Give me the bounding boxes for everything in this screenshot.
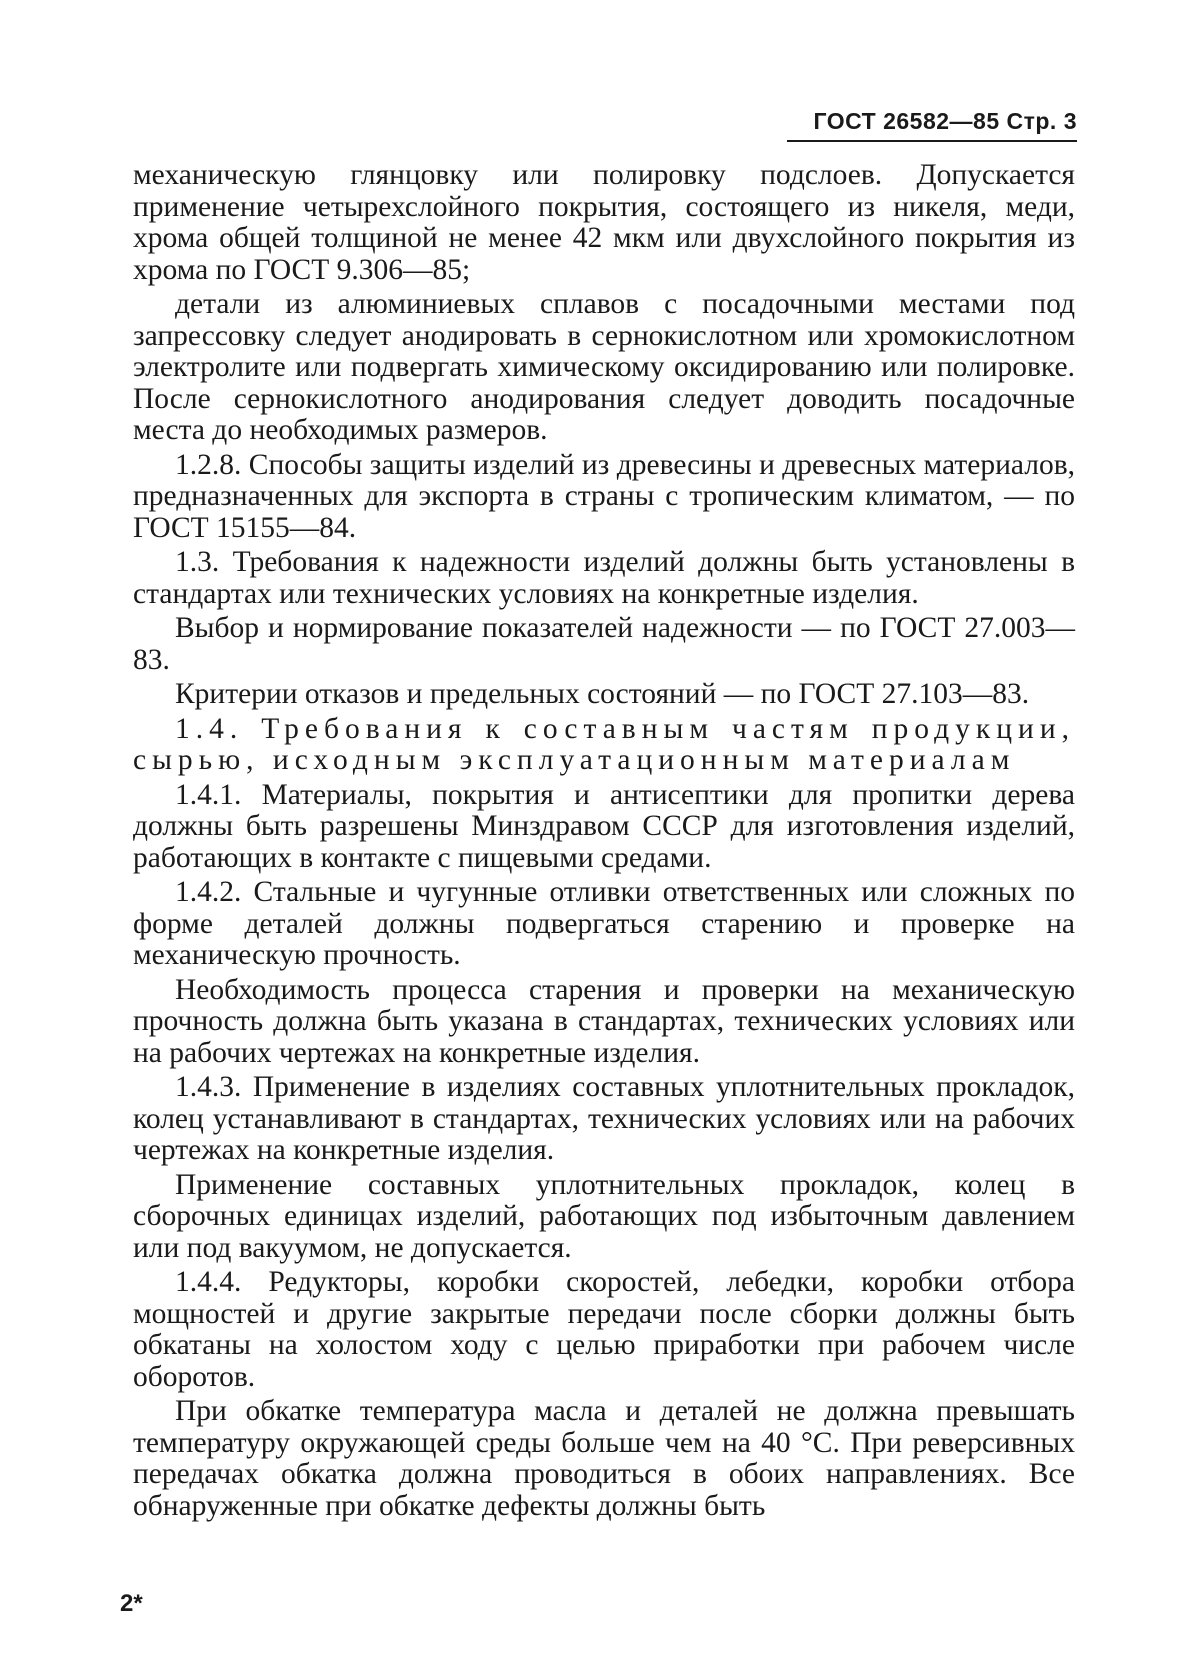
paragraph: Критерии отказов и предельных состояний — по ГОСТ 27.103—83.	[175, 678, 1030, 710]
paragraph: детали из алюминиевых сплавов с посадочными местами под запрессовку следует анодировать в сернокислотном или хромокислотном электролите или подвергать химическому оксидированию или полировке. После сернокислотного анодирования следует доводить посадочные места до необходимых размеров.	[133, 288, 1075, 446]
paragraph: 1.3. Требования к надежности изделий должны быть установлены в стандартах или технических условиях на конкретные изделия.	[133, 546, 1075, 610]
running-head: ГОСТ 26582—85 Стр. 3	[813, 108, 1077, 134]
body-text	[133, 160, 1075, 1522]
paragraph: 1.4.3. Применение в изделиях составных уплотнительных прокладок, колец устанавливают в стандартах, технических условиях или на рабочих чертежах на конкретные изделия.	[133, 1071, 1075, 1166]
paragraph: Необходимость процесса старения и проверки на механическую прочность должна быть указана в стандартах, технических условиях или на рабочих чертежах на конкретные изделия.	[133, 973, 1075, 1069]
signature-mark: 2*	[120, 1590, 143, 1617]
paragraph: механическую глянцовку или полировку подслоев. Допускается применение четырехслойного покрытия, состоящего из никеля, меди, хрома общей толщиной не менее 42 мкм или двухслойного покрытия из хрома по ГОСТ 9.306—85;	[133, 159, 1075, 286]
header-rule	[787, 140, 1077, 142]
paragraph: 1.4.1. Материалы, покрытия и антисептики для пропитки дерева должны быть разрешены Минздравом СССР для изготовления изделий, работающих в контакте с пищевыми средами.	[133, 778, 1075, 874]
paragraph: 1.4.2. Стальные и чугунные отливки ответственных или сложных по форме деталей должны подвергаться старению и проверке на механическую прочность.	[133, 876, 1075, 971]
paragraph: 1.4.4. Редукторы, коробки скоростей, лебедки, коробки отбора мощностей и другие закрытые передачи после сборки должны быть обкатаны на холостом ходу с целью приработки при рабочем числе оборотов.	[133, 1266, 1075, 1393]
paragraph: Выбор и нормирование показателей надежности — по ГОСТ 27.003—83.	[133, 612, 1075, 676]
paragraph: 1.2.8. Способы защиты изделий из древесины и древесных материалов, предназначенных для экспорта в страны с тропическим климатом, — по ГОСТ 15155—84.	[133, 448, 1075, 544]
paragraph: Применение составных уплотнительных прокладок, колец в сборочных единицах изделий, работающих под избыточным давлением или под вакуумом, не допускается.	[133, 1168, 1075, 1264]
paragraph: При обкатке температура масла и деталей не должна превышать температуру окружающей среды больше чем на 40 °С. При реверсивных передачах обкатка должна проводиться в обоих направлениях. Все обнаруженные при обкатке дефекты должны быть	[133, 1395, 1075, 1522]
section-heading: 1.4. Требования к составным частям продукции, сырью, исходным эксплуатационным материалам	[133, 712, 1075, 776]
